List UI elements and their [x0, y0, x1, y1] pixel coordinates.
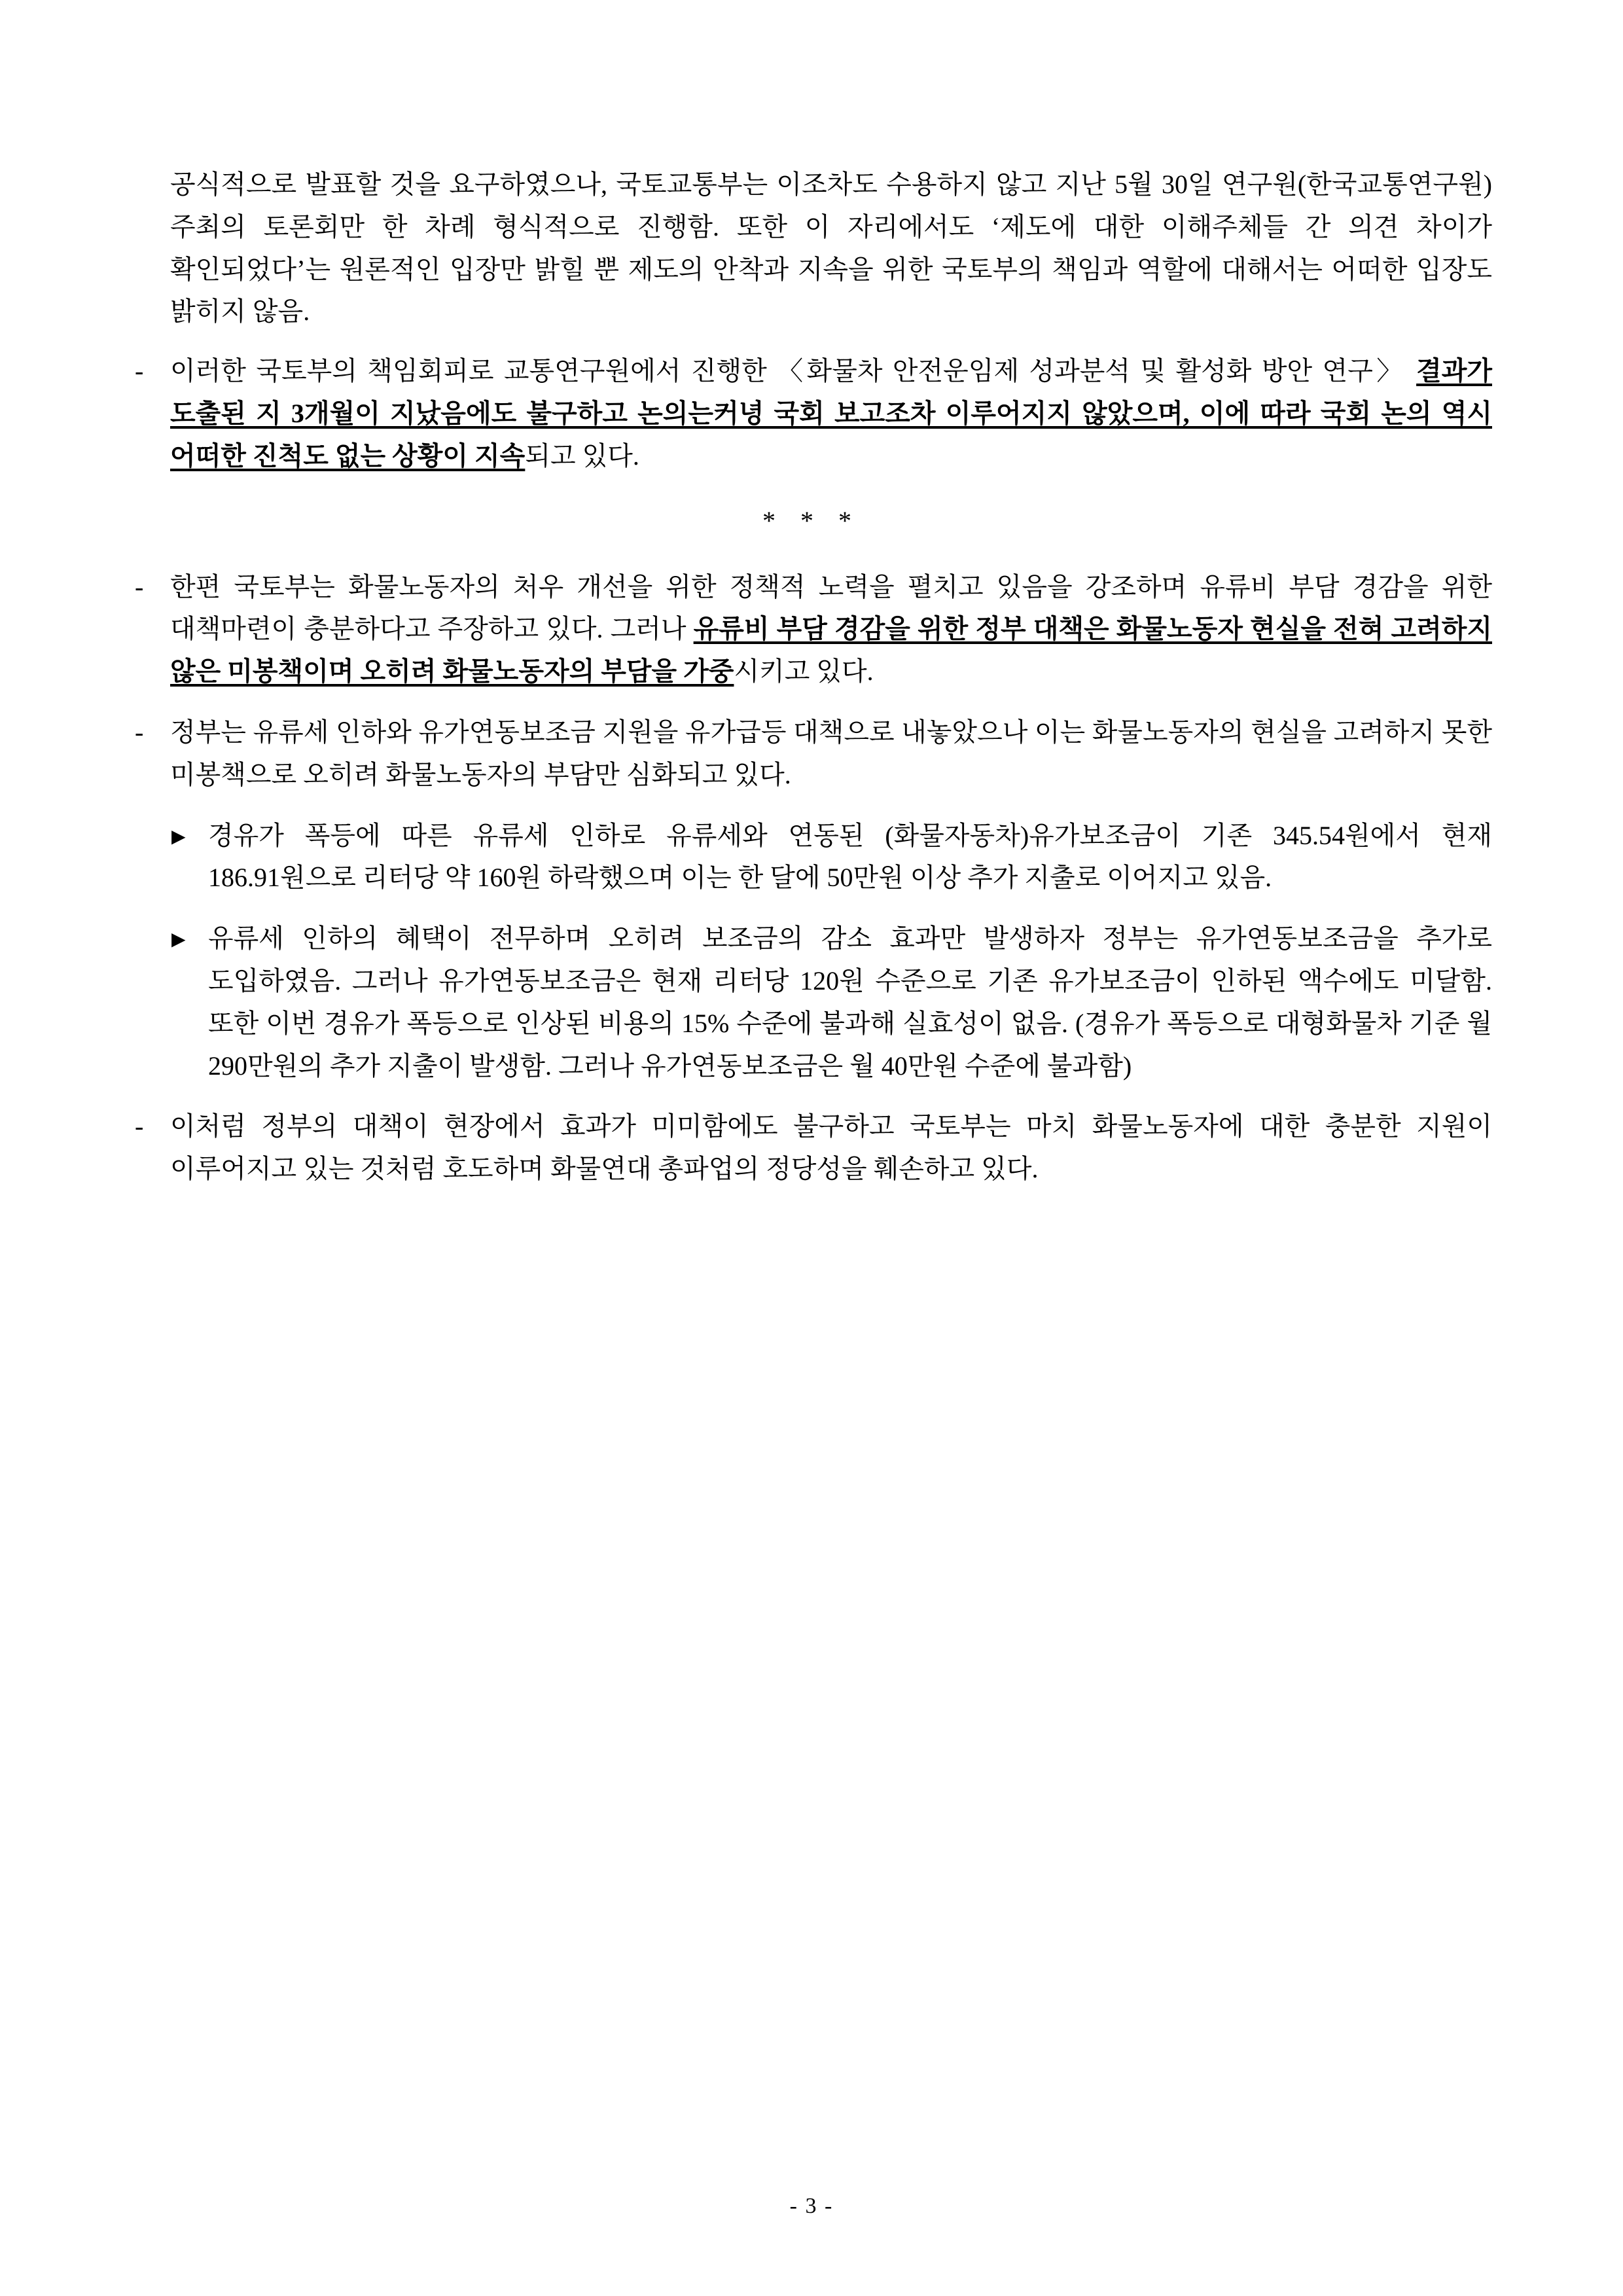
document-body: [131, 164, 1492, 1191]
dash-marker: -: [135, 1111, 144, 1141]
sub-bullet-text: 경유가 폭등에 따른 유류세 인하로 유류세와 연동된 (화물자동차)유가보조금이 기존 345.54원에서 현재 186.91원으로 리터당 약 160원 하락했으며 이는 한 달에 50만원 이상 추가 지출로 이어지고 있음.: [208, 820, 1492, 893]
sub-bullet-item-subsidy-drop: [131, 815, 1492, 900]
dash-marker: -: [135, 356, 144, 386]
bullet-item-conclusion: [131, 1105, 1492, 1191]
bullet-text-emphasis: 유류비 부담 경감을 위한 정부 대책은 화물노동자 현실을 전혀 고려하지 않은 미봉책이며 오히려 화물노동자의 부담을 가중: [170, 614, 1492, 687]
bullet-text-emphasis: 결과가 도출된 지 3개월이 지났음에도 불구하고 논의는커녕 국회 보고조차 이루어지지 않았으며, 이에 따라 국회 논의 역시 어떠한 진척도 없는 상황이 지속: [170, 356, 1492, 471]
section-divider: * * *: [762, 505, 861, 535]
bullet-text-lead: 이러한 국토부의 책임회피로 교통연구원에서 진행한 〈화물차 안전운임제 성과분석 및 활성화 방안 연구〉: [170, 356, 1417, 386]
bullet-text-tail: 되고 있다.: [525, 440, 639, 471]
paragraph-continuation: 공식적으로 발표할 것을 요구하였으나, 국토교통부는 이조차도 수용하지 않고 지난 5월 30일 연구원(한국교통연구원) 주최의 토론회만 한 차례 형식적으로 진행함. 또한 이 자리에서도 ‘제도에 대한 이해주체들 간 의견 차이가 확인되었다’는 원론적인 입장만 밝힐 뿐 제도의 안착과 지속을 위한 국토부의 책임과 역할에 대해서는 어떠한 입장도 밝히지 않음.: [170, 170, 1492, 327]
dash-marker: -: [135, 717, 144, 747]
bullet-text: 이처럼 정부의 대책이 현장에서 효과가 미미함에도 불구하고 국토부는 마치 화물노동자에 대한 충분한 지원이 이루어지고 있는 것처럼 호도하며 화물연대 총파업의 정당성을 훼손하고 있다.: [170, 1111, 1492, 1184]
bullet-text: 정부는 유류세 인하와 유가연동보조금 지원을 유가급등 대책으로 내놓았으나 이는 화물노동자의 현실을 고려하지 못한 미봉책으로 오히려 화물노동자의 부담만 심화되고 있다.: [170, 717, 1492, 789]
page-number: - 3 -: [789, 2194, 834, 2218]
bullet-text-lead: 한편 국토부는 화물노동자의 처우 개선을 위한 정책적 노력을 펼치고 있음을 강조하며 유류비 부담 경감을 위한 대책마련이 충분하다고 주장하고 있다. 그러나: [170, 571, 1492, 644]
bullet-item-fuel-subsidy-claim: [131, 566, 1492, 693]
triangle-marker: ▶: [171, 929, 186, 950]
bullet-item-ministry-evasion: [131, 350, 1492, 477]
triangle-marker: ▶: [171, 826, 186, 847]
bullet-text: [170, 350, 1492, 477]
bullet-text-tail: 시키고 있다.: [734, 656, 874, 687]
sub-bullet-item-linked-subsidy: [131, 918, 1492, 1087]
dash-marker: -: [135, 571, 144, 601]
bullet-item-government-measures: [131, 711, 1492, 797]
bullet-text: [170, 566, 1492, 693]
sub-bullet-text: 유류세 인하의 혜택이 전무하며 오히려 보조금의 감소 효과만 발생하자 정부는 유가연동보조금을 추가로 도입하였음. 그러나 유가연동보조금은 현재 리터당 120원 수준으로 기존 유가보조금이 인하된 액수에도 미달함. 또한 이번 경유가 폭등으로 인상된 비용의 15% 수준에 불과해 실효성이 없음. (경유가 폭등으로 대형화물차 기준 월 290만원의 추가 지출이 발생함. 그러나 유가연동보조금은 월 40만원 수준에 불과함): [208, 924, 1492, 1081]
